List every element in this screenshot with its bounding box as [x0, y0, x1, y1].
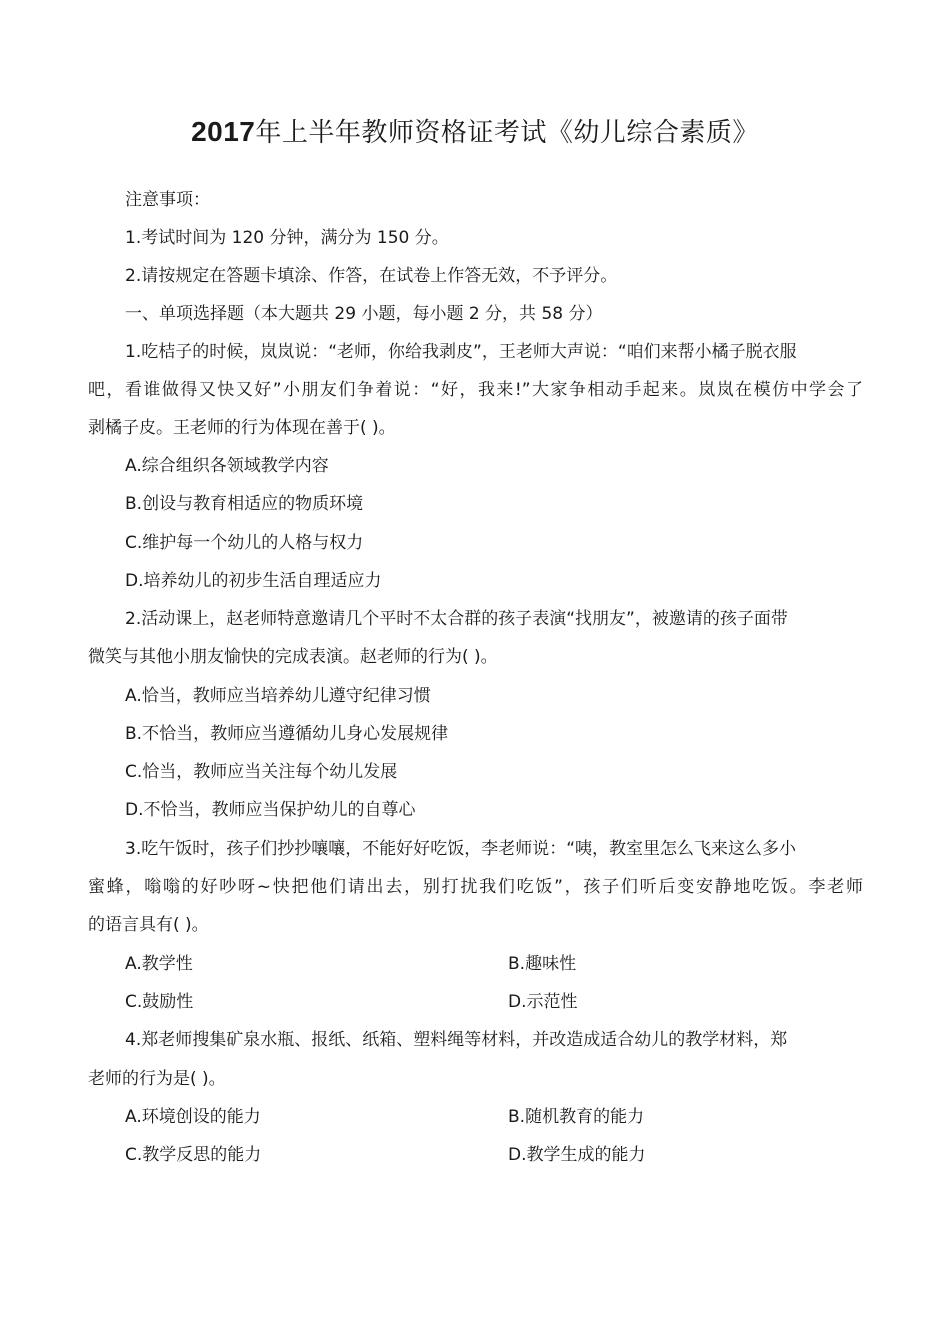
answer-option: A.教学性 [125, 954, 193, 974]
question-stem-line: 微笑与其他小朋友愉快的完成表演。赵老师的行为( )。 [88, 647, 498, 667]
answer-option: B.随机教育的能力 [508, 1107, 645, 1127]
answer-option: A.恰当，教师应当培养幼儿遵守纪律习惯 [125, 686, 431, 706]
answer-option: C.教学反思的能力 [125, 1145, 262, 1165]
answer-option: D.不恰当，教师应当保护幼儿的自尊心 [125, 800, 416, 820]
answer-option: C.维护每一个幼儿的人格与权力 [125, 533, 364, 553]
notice-item: 1.考试时间为 120 分钟，满分为 150 分。 [125, 228, 449, 248]
question-stem-line: 2.活动课上，赵老师特意邀请几个平时不太合群的孩子表演“找朋友”，被邀请的孩子面带 [125, 609, 788, 629]
answer-option: B.趣味性 [508, 954, 577, 974]
question-stem-line: 剥橘子皮。王老师的行为体现在善于( )。 [88, 418, 396, 438]
exam-title-text: 年上半年教师资格证考试《幼儿综合素质》 [255, 118, 759, 148]
answer-option: D.培养幼儿的初步生活自理适应力 [125, 571, 382, 591]
answer-option: D.教学生成的能力 [508, 1145, 646, 1165]
question-stem-line: 蜜蜂，嗡嗡的好吵呀~快把他们请出去，别打扰我们吃饭”，孩子们听后变安静地吃饭。李老师 [88, 877, 863, 897]
question-stem-line: 老师的行为是( )。 [88, 1069, 226, 1089]
notice-heading: 注意事项： [125, 190, 210, 210]
question-stem-line: 4.郑老师搜集矿泉水瓶、报纸、纸箱、塑料绳等材料，并改造成适合幼儿的教学材料，郑 [125, 1030, 788, 1050]
answer-option: A.环境创设的能力 [125, 1107, 261, 1127]
answer-option: A.综合组织各领域教学内容 [125, 456, 329, 476]
answer-option: C.恰当，教师应当关注每个幼儿发展 [125, 762, 398, 782]
section-heading: 一、单项选择题（本大题共 29 小题，每小题 2 分，共 58 分） [125, 304, 603, 324]
question-stem-line: 吧，看谁做得又快又好”小朋友们争着说：“好，我来!”大家争相动手起来。岚岚在模仿中学会了 [88, 380, 863, 400]
answer-option: C.鼓励性 [125, 992, 194, 1012]
question-stem-line: 的语言具有( )。 [88, 915, 209, 935]
exam-title [0, 112, 950, 153]
notice-item: 2.请按规定在答题卡填涂、作答，在试卷上作答无效，不予评分。 [125, 266, 618, 286]
question-stem-line: 3.吃午饭时，孩子们抄抄嚷嚷，不能好好吃饭，李老师说：“咦，教室里怎么飞来这么多小 [125, 839, 797, 859]
answer-option: B.不恰当，教师应当遵循幼儿身心发展规律 [125, 724, 449, 744]
answer-option: D.示范性 [508, 992, 578, 1012]
answer-option: B.创设与教育相适应的物质环境 [125, 494, 364, 514]
exam-title-year: 2017 [191, 116, 256, 147]
question-stem-line: 1.吃桔子的时候，岚岚说：“老师，你给我剥皮”，王老师大声说：“咱们来帮小橘子脱衣服 [125, 342, 797, 362]
